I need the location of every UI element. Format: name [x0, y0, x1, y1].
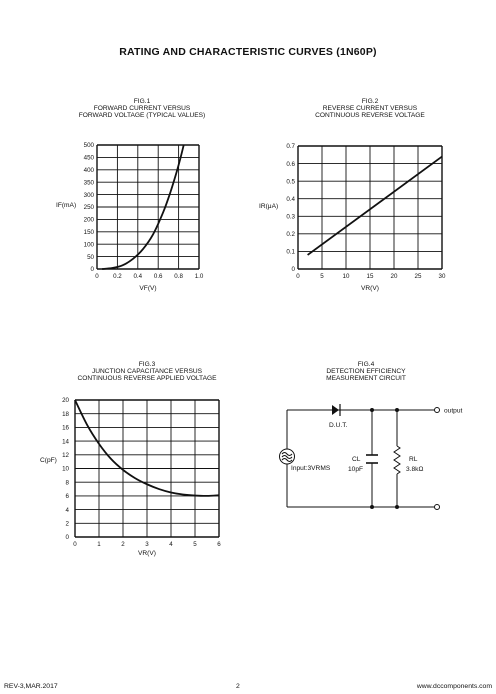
fig3-ytick-label: 8: [65, 479, 69, 487]
fig3-ytick-label: 12: [62, 452, 69, 459]
fig3-xtick-label: 3: [145, 541, 149, 548]
fig3-ytick-label: 14: [62, 438, 69, 446]
output-terminal-bottom: [435, 505, 440, 510]
fig3-ytick-label: 20: [62, 397, 69, 405]
fig1-ytick-label: 450: [83, 154, 94, 162]
fig2-title-line2: CONTINUOUS REVERSE VOLTAGE: [315, 112, 425, 120]
fig3-xtick-label: 6: [217, 541, 221, 548]
fig2-xtick-label: 30: [438, 273, 446, 280]
fig1-xtick-label: 0.6: [153, 273, 163, 280]
fig2-xtick-label: 15: [366, 273, 374, 280]
footer-website: www.dccomponents.com: [416, 683, 492, 690]
output-label: output: [444, 407, 463, 415]
dut-label: D.U.T.: [329, 422, 348, 429]
fig2-y-axis-label: IR(μA): [259, 203, 279, 210]
fig1-ytick-label: 200: [83, 216, 94, 224]
junction-dot-cap-top: [370, 408, 374, 412]
output-terminal-top: [435, 408, 440, 413]
diode-symbol: [332, 405, 339, 415]
fig3-title-line1: JUNCTION CAPACITANCE VERSUS: [91, 368, 203, 376]
fig2-xtick-label: 0: [296, 273, 300, 280]
fig1-ytick-label: 100: [83, 241, 94, 249]
fig1-ytick-label: 250: [83, 204, 94, 212]
fig3-x-axis-label: VR(V): [138, 550, 156, 557]
fig1-xtick-label: 0.4: [133, 273, 143, 280]
fig1-ytick-label: 300: [83, 191, 94, 199]
fig4-number: FIG.4: [357, 361, 375, 368]
fig2-ytick-label: 0.1: [286, 248, 295, 256]
junction-dot-cap-bottom: [370, 505, 374, 509]
fig2-ytick-label: 0: [291, 266, 295, 274]
fig1-ytick-label: 350: [83, 179, 94, 187]
footer-revision: REV-3,MAR.2017: [4, 683, 58, 690]
resistor-symbol: [394, 446, 400, 474]
capacitor-value-label: 10pF: [348, 466, 364, 473]
fig2-xtick-label: 25: [414, 273, 422, 280]
fig1-title-line1: FORWARD CURRENT VERSUS: [93, 105, 191, 113]
fig2-number: FIG.2: [361, 98, 379, 105]
fig1-x-axis-label: VF(V): [139, 285, 157, 292]
fig3-xtick-label: 2: [121, 541, 125, 548]
fig1-xtick-label: 1.0: [194, 273, 204, 280]
resistor-value-label: 3.8kΩ: [406, 466, 424, 473]
fig1-ytick-label: 150: [83, 229, 94, 236]
fig3-xtick-label: 5: [193, 541, 197, 548]
footer-page-number: 2: [236, 683, 240, 690]
fig2-xtick-label: 20: [390, 273, 398, 280]
resistor-name-label: RL: [409, 456, 418, 463]
fig1-ytick-label: 50: [87, 253, 94, 261]
fig4-title-line1: DETECTION EFFICIENCY: [326, 368, 406, 376]
capacitor-name-label: CL: [352, 456, 361, 463]
fig2-ytick-label: 0.7: [286, 143, 295, 151]
fig2-ytick-label: 0.2: [286, 231, 295, 239]
input-label: Input:3VRMS: [291, 465, 331, 472]
fig1-number: FIG.1: [133, 98, 151, 105]
fig1-xtick-label: 0.8: [174, 273, 183, 280]
fig2-ytick-label: 0.3: [286, 213, 295, 221]
ac-source-wave: [282, 453, 292, 462]
fig3-number: FIG.3: [138, 361, 156, 368]
fig2-xtick-label: 10: [342, 273, 350, 280]
fig1-title-line2: FORWARD VOLTAGE (TYPICAL VALUES): [78, 112, 206, 120]
fig1-xtick-label: 0: [95, 273, 99, 280]
fig2-x-axis-label: VR(V): [361, 285, 379, 292]
fig1-y-axis-label: IF(mA): [56, 202, 77, 209]
fig3-ytick-label: 0: [65, 534, 69, 542]
fig2-ytick-label: 0.4: [286, 195, 295, 203]
fig1-ytick-label: 0: [90, 266, 94, 274]
fig4-title-line2: MEASUREMENT CIRCUIT: [326, 375, 406, 383]
fig1-ytick-label: 500: [83, 142, 94, 150]
fig3-ytick-label: 4: [65, 506, 69, 514]
page-title: RATING AND CHARACTERISTIC CURVES (1N60P): [119, 46, 377, 58]
fig3-y-axis-label: C(pF): [40, 457, 57, 464]
fig3-ytick-label: 10: [62, 465, 69, 473]
fig2-title-line1: REVERSE CURRENT VERSUS: [322, 105, 418, 113]
fig2-ytick-label: 0.5: [286, 178, 295, 186]
fig2-ytick-label: 0.6: [286, 160, 295, 168]
fig3-ytick-label: 2: [65, 520, 69, 528]
fig1-ytick-label: 400: [83, 167, 94, 174]
fig3-ytick-label: 6: [65, 493, 69, 501]
fig3-xtick-label: 0: [73, 541, 77, 548]
fig3-ytick-label: 16: [62, 424, 69, 432]
fig3-ytick-label: 18: [62, 410, 69, 418]
fig1-xtick-label: 0.2: [113, 273, 122, 280]
junction-dot-res-bottom: [395, 505, 399, 509]
fig2-xtick-label: 5: [320, 273, 324, 280]
junction-dot-res-top: [395, 408, 399, 412]
fig3-title-line2: CONTINUOUS REVERSE APPLIED VOLTAGE: [77, 375, 217, 383]
fig3-xtick-label: 1: [97, 541, 101, 548]
fig3-xtick-label: 4: [169, 541, 173, 548]
